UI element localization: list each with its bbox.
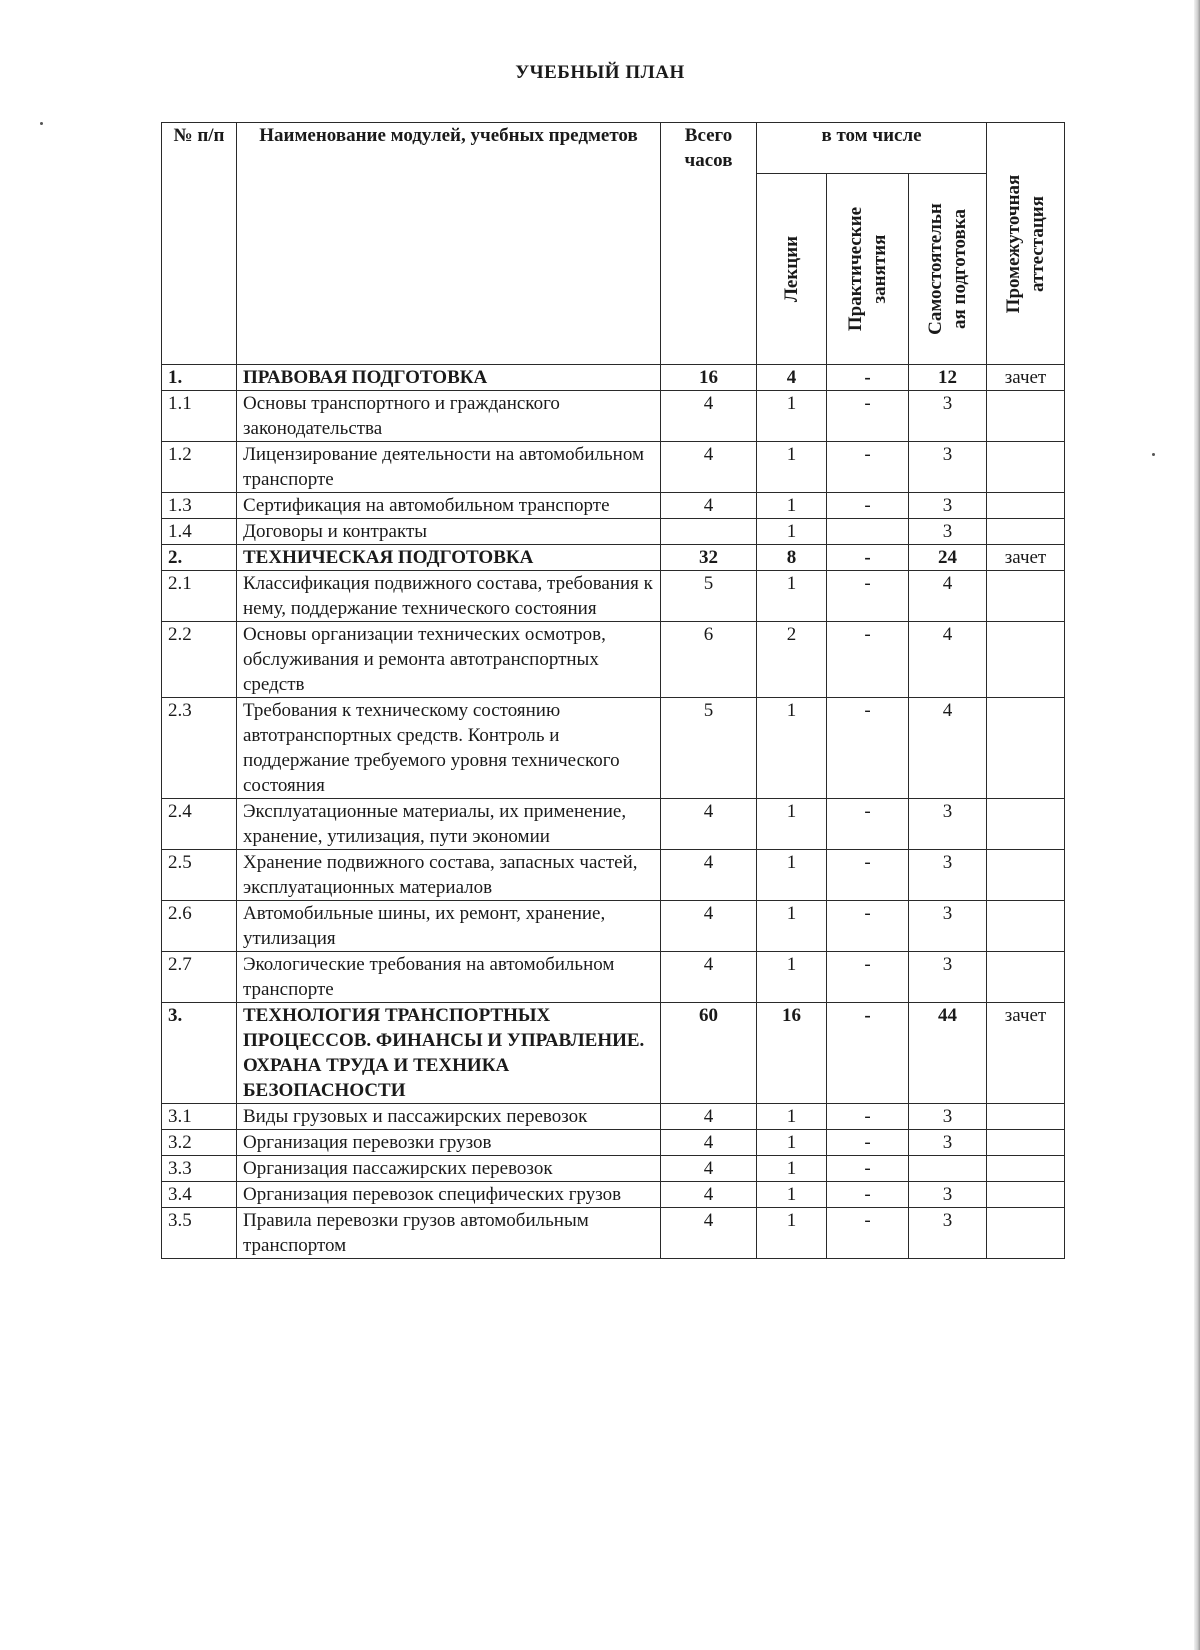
cell-num: 3.2 — [162, 1130, 237, 1156]
cell-num: 1.2 — [162, 442, 237, 493]
cell-self-study: 12 — [909, 365, 987, 391]
cell-self-study: 44 — [909, 1003, 987, 1104]
cell-practice: - — [827, 571, 909, 622]
header-total: Всего часов — [661, 123, 757, 365]
cell-num: 3.3 — [162, 1156, 237, 1182]
cell-self-study: 3 — [909, 493, 987, 519]
cell-practice: - — [827, 850, 909, 901]
cell-attestation — [987, 391, 1065, 442]
cell-lectures: 1 — [757, 391, 827, 442]
scan-speck-icon — [40, 122, 43, 125]
cell-lectures: 1 — [757, 901, 827, 952]
cell-total-hours: 6 — [661, 622, 757, 698]
table-row — [162, 850, 1065, 901]
cell-name: Основы организации технических осмотров, обслуживания и ремонта автотранспортных средств — [237, 622, 661, 698]
cell-total-hours: 4 — [661, 1208, 757, 1259]
cell-practice: - — [827, 493, 909, 519]
cell-lectures: 1 — [757, 1182, 827, 1208]
cell-total-hours: 4 — [661, 1130, 757, 1156]
cell-name: Виды грузовых и пассажирских перевозок — [237, 1104, 661, 1130]
cell-practice: - — [827, 952, 909, 1003]
cell-practice: - — [827, 442, 909, 493]
cell-total-hours: 60 — [661, 1003, 757, 1104]
cell-lectures: 1 — [757, 442, 827, 493]
table-row — [162, 622, 1065, 698]
section-row — [162, 365, 1065, 391]
cell-total-hours: 5 — [661, 698, 757, 799]
cell-num: 2.4 — [162, 799, 237, 850]
header-practice: Практические занятия — [827, 174, 909, 365]
cell-name: ПРАВОВАЯ ПОДГОТОВКА — [237, 365, 661, 391]
cell-num: 2.6 — [162, 901, 237, 952]
scan-speck-icon — [1152, 453, 1155, 456]
cell-attestation — [987, 622, 1065, 698]
table-row — [162, 493, 1065, 519]
cell-lectures: 2 — [757, 622, 827, 698]
cell-self-study: 4 — [909, 622, 987, 698]
section-row — [162, 545, 1065, 571]
cell-lectures: 16 — [757, 1003, 827, 1104]
cell-practice: - — [827, 391, 909, 442]
cell-practice: - — [827, 1156, 909, 1182]
cell-self-study: 3 — [909, 799, 987, 850]
cell-self-study: 3 — [909, 850, 987, 901]
cell-attestation: зачет — [987, 545, 1065, 571]
cell-attestation — [987, 850, 1065, 901]
cell-total-hours: 4 — [661, 799, 757, 850]
scan-edge-shadow — [1194, 0, 1200, 1650]
cell-num: 2. — [162, 545, 237, 571]
cell-name: Сертификация на автомобильном транспорте — [237, 493, 661, 519]
cell-practice: - — [827, 1182, 909, 1208]
cell-lectures: 1 — [757, 519, 827, 545]
table-row — [162, 698, 1065, 799]
cell-self-study — [909, 1156, 987, 1182]
cell-num: 3.1 — [162, 1104, 237, 1130]
cell-lectures: 1 — [757, 799, 827, 850]
header-self-study: Самостоятельн ая подготовка — [909, 174, 987, 365]
section-row — [162, 1003, 1065, 1104]
cell-name: Организация перевозок специфических грузов — [237, 1182, 661, 1208]
cell-attestation — [987, 1130, 1065, 1156]
cell-practice: - — [827, 622, 909, 698]
cell-lectures: 1 — [757, 850, 827, 901]
cell-total-hours: 32 — [661, 545, 757, 571]
cell-total-hours: 4 — [661, 442, 757, 493]
cell-self-study: 3 — [909, 1130, 987, 1156]
cell-name: Требования к техническому состоянию автотранспортных средств. Контроль и поддержание требуемого уровня технического состояния — [237, 698, 661, 799]
cell-lectures: 1 — [757, 952, 827, 1003]
cell-name: Договоры и контракты — [237, 519, 661, 545]
cell-num: 1.3 — [162, 493, 237, 519]
cell-num: 3.4 — [162, 1182, 237, 1208]
cell-name: Экологические требования на автомобильном транспорте — [237, 952, 661, 1003]
cell-practice — [827, 519, 909, 545]
cell-practice: - — [827, 1208, 909, 1259]
cell-num: 2.7 — [162, 952, 237, 1003]
table-row — [162, 442, 1065, 493]
cell-name: Автомобильные шины, их ремонт, хранение, утилизация — [237, 901, 661, 952]
table-row — [162, 799, 1065, 850]
curriculum-table — [161, 122, 1065, 1259]
cell-total-hours: 4 — [661, 391, 757, 442]
cell-lectures: 8 — [757, 545, 827, 571]
cell-total-hours: 4 — [661, 952, 757, 1003]
cell-lectures: 1 — [757, 1156, 827, 1182]
cell-name: ТЕХНОЛОГИЯ ТРАНСПОРТНЫХ ПРОЦЕССОВ. ФИНАНСЫ И УПРАВЛЕНИЕ. ОХРАНА ТРУДА И ТЕХНИКА БЕЗОПАСНОСТИ — [237, 1003, 661, 1104]
table-row — [162, 1156, 1065, 1182]
cell-total-hours: 4 — [661, 493, 757, 519]
cell-practice: - — [827, 545, 909, 571]
cell-attestation — [987, 901, 1065, 952]
cell-attestation — [987, 493, 1065, 519]
cell-practice: - — [827, 1130, 909, 1156]
cell-attestation — [987, 1182, 1065, 1208]
cell-attestation — [987, 1156, 1065, 1182]
table-row — [162, 571, 1065, 622]
cell-self-study: 3 — [909, 442, 987, 493]
cell-attestation — [987, 571, 1065, 622]
cell-attestation — [987, 519, 1065, 545]
cell-lectures: 1 — [757, 1104, 827, 1130]
cell-self-study: 3 — [909, 1104, 987, 1130]
cell-self-study: 4 — [909, 571, 987, 622]
cell-total-hours: 4 — [661, 1156, 757, 1182]
cell-practice: - — [827, 799, 909, 850]
cell-self-study: 3 — [909, 901, 987, 952]
cell-name: Хранение подвижного состава, запасных частей, эксплуатационных материалов — [237, 850, 661, 901]
cell-attestation: зачет — [987, 1003, 1065, 1104]
cell-total-hours: 4 — [661, 850, 757, 901]
cell-total-hours: 16 — [661, 365, 757, 391]
cell-self-study: 24 — [909, 545, 987, 571]
cell-name: Основы транспортного и гражданского законодательства — [237, 391, 661, 442]
table-row — [162, 1182, 1065, 1208]
cell-lectures: 1 — [757, 571, 827, 622]
header-num: № п/п — [162, 123, 237, 365]
table-row — [162, 901, 1065, 952]
cell-practice: - — [827, 1104, 909, 1130]
cell-num: 2.5 — [162, 850, 237, 901]
header-name: Наименование модулей, учебных предметов — [237, 123, 661, 365]
page-title: УЧЕБНЫЙ ПЛАН — [515, 62, 685, 83]
cell-num: 1. — [162, 365, 237, 391]
table-row — [162, 519, 1065, 545]
cell-num: 1.1 — [162, 391, 237, 442]
cell-self-study: 3 — [909, 519, 987, 545]
cell-practice: - — [827, 1003, 909, 1104]
cell-name: Организация перевозки грузов — [237, 1130, 661, 1156]
cell-total-hours: 5 — [661, 571, 757, 622]
cell-num: 2.2 — [162, 622, 237, 698]
cell-self-study: 4 — [909, 698, 987, 799]
header-including: в том числе — [757, 123, 987, 174]
table-row — [162, 391, 1065, 442]
cell-lectures: 1 — [757, 1208, 827, 1259]
cell-name: Классификация подвижного состава, требования к нему, поддержание технического состояния — [237, 571, 661, 622]
cell-name: Эксплуатационные материалы, их применение, хранение, утилизация, пути экономии — [237, 799, 661, 850]
table-body — [162, 365, 1065, 1259]
cell-practice: - — [827, 901, 909, 952]
cell-num: 3. — [162, 1003, 237, 1104]
cell-num: 2.3 — [162, 698, 237, 799]
header-attestation: Промежуточная аттестация — [987, 123, 1065, 365]
header-lectures: Лекции — [757, 174, 827, 365]
cell-name: Правила перевозки грузов автомобильным транспортом — [237, 1208, 661, 1259]
cell-attestation — [987, 1208, 1065, 1259]
cell-total-hours — [661, 519, 757, 545]
table-row — [162, 952, 1065, 1003]
cell-attestation — [987, 442, 1065, 493]
cell-attestation: зачет — [987, 365, 1065, 391]
table-row — [162, 1104, 1065, 1130]
cell-attestation — [987, 1104, 1065, 1130]
cell-self-study: 3 — [909, 952, 987, 1003]
cell-lectures: 1 — [757, 1130, 827, 1156]
cell-total-hours: 4 — [661, 1182, 757, 1208]
cell-total-hours: 4 — [661, 901, 757, 952]
cell-self-study: 3 — [909, 391, 987, 442]
cell-attestation — [987, 799, 1065, 850]
cell-lectures: 4 — [757, 365, 827, 391]
cell-name: Лицензирование деятельности на автомобильном транспорте — [237, 442, 661, 493]
cell-lectures: 1 — [757, 493, 827, 519]
cell-num: 2.1 — [162, 571, 237, 622]
cell-self-study: 3 — [909, 1208, 987, 1259]
cell-total-hours: 4 — [661, 1104, 757, 1130]
cell-attestation — [987, 952, 1065, 1003]
table-row — [162, 1208, 1065, 1259]
cell-self-study: 3 — [909, 1182, 987, 1208]
cell-practice: - — [827, 365, 909, 391]
cell-practice: - — [827, 698, 909, 799]
cell-lectures: 1 — [757, 698, 827, 799]
cell-name: ТЕХНИЧЕСКАЯ ПОДГОТОВКА — [237, 545, 661, 571]
cell-num: 3.5 — [162, 1208, 237, 1259]
cell-name: Организация пассажирских перевозок — [237, 1156, 661, 1182]
table-row — [162, 1130, 1065, 1156]
cell-attestation — [987, 698, 1065, 799]
cell-num: 1.4 — [162, 519, 237, 545]
